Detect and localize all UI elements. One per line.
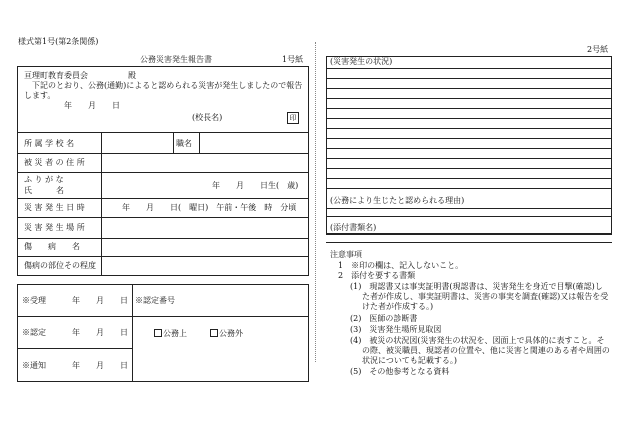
ruled-line [326, 68, 612, 69]
seal-mark: 印 [287, 112, 299, 124]
received-label: ※受理 [22, 296, 46, 305]
ruled-line [326, 118, 612, 119]
note-item-1a: (1) 現認書又は事実証明書(現認書は、災害発生を身近で目撃(確認)し [350, 282, 603, 291]
ruled-line [326, 108, 612, 109]
notified-label: ※通知 [22, 361, 46, 370]
name-label: 氏 名 [24, 186, 64, 195]
ruled-line [326, 78, 612, 79]
col-divider [101, 132, 102, 276]
row-divider [17, 132, 309, 133]
report-body-line2: します。 [24, 91, 56, 100]
note-1: 1 ※印の欄は、記入しないこと。 [338, 261, 464, 270]
principal-label: (校長名) [192, 113, 223, 122]
occurred-label: 災 害 発 生 日 時 [24, 203, 85, 212]
row-divider [17, 348, 132, 349]
row-divider [17, 256, 309, 257]
ruled-line [326, 98, 612, 99]
ruled-line [326, 188, 612, 189]
note-2: 2 添付を要する書類 [338, 271, 416, 280]
victim-address-label: 被 災 者 の 住 所 [24, 158, 85, 167]
row-divider [17, 238, 309, 239]
furigana-label: ふ り が な [24, 175, 64, 184]
checkbox-icon[interactable] [210, 329, 218, 337]
ruled-line [326, 158, 612, 159]
ruled-line [326, 242, 612, 243]
fold-line [315, 42, 316, 362]
form-id: 様式第1号(第2条関係) [18, 37, 99, 46]
addressee-suffix: 殿 [128, 71, 136, 80]
report-date: 年 月 日 [64, 101, 120, 110]
birth-value: 年 月 日生( 歳) [212, 181, 299, 190]
certified-label: ※認定 [22, 328, 46, 337]
ruled-line [326, 88, 612, 89]
position-label: 職名 [176, 139, 192, 148]
row-divider [17, 153, 309, 154]
notified-date: 年 月 日 [72, 361, 128, 370]
row-divider [17, 217, 309, 218]
notes-title: 注意事項 [330, 250, 362, 259]
col-divider [199, 132, 200, 153]
note-item-1b: た者が作成し、事実証明書は、災害の事実を調査(確認)又は報告を受 [362, 292, 609, 301]
page2-label: 2号紙 [587, 45, 609, 54]
ruled-line [326, 208, 612, 209]
public-label: 公務上 [163, 329, 187, 338]
ruled-line [326, 128, 612, 129]
outside-option[interactable] [210, 329, 243, 338]
ruled-line [326, 234, 612, 235]
col-divider [132, 284, 133, 382]
addressee: 亘理町教育委員会 [24, 71, 88, 80]
ruled-line [326, 138, 612, 139]
situation-label: (災害発生の状況) [330, 57, 393, 66]
ruled-line [326, 178, 612, 179]
note-item-2: (2) 医師の診断書 [350, 314, 418, 323]
degree-label: 傷病の部位その程度 [24, 261, 96, 270]
documents-label: (添付書類名) [330, 223, 377, 232]
certified-date: 年 月 日 [72, 328, 128, 337]
received-date: 年 月 日 [72, 296, 128, 305]
report-body-line1: 下記のとおり、公務(通勤)によると認められる災害が発生しましたので報告 [32, 81, 303, 90]
outside-label: 公務外 [219, 329, 243, 338]
page-title: 公務災害発生報告書 [140, 55, 212, 64]
cert-no-label: ※認定番号 [135, 296, 175, 305]
place-label: 災 害 発 生 場 所 [24, 223, 85, 232]
ruled-line [326, 168, 612, 169]
school-label: 所 属 学 校 名 [24, 139, 75, 148]
public-option[interactable] [154, 329, 187, 338]
reason-label: (公務により生じたと認められる理由) [330, 196, 465, 205]
col-divider [173, 132, 174, 153]
row-divider [17, 198, 309, 199]
disease-label: 傷 病 名 [24, 242, 80, 251]
ruled-line [326, 148, 612, 149]
note-item-4b: の際、被災職員、現認者の位置や、他に災害と関連のある者や周囲の [362, 346, 610, 355]
note-item-5: (5) その他参考となる資料 [350, 367, 450, 376]
checkbox-icon[interactable] [154, 329, 162, 337]
note-item-3: (3) 災害発生場所見取図 [350, 325, 442, 334]
occurred-value: 年 月 日( 曜日) 午前・午後 時 分頃 [122, 203, 297, 212]
note-item-4a: (4) 被災の状況図(災害発生の状況を、図面上で具体的に表すこと。そ [350, 336, 605, 345]
page1-label: 1号紙 [282, 55, 304, 64]
note-item-1c: けた者が作成する。) [362, 302, 434, 311]
row-divider [17, 172, 309, 173]
ruled-line [326, 216, 612, 217]
note-item-4c: 状況についても記載する。) [362, 356, 457, 365]
row-divider [17, 316, 309, 317]
